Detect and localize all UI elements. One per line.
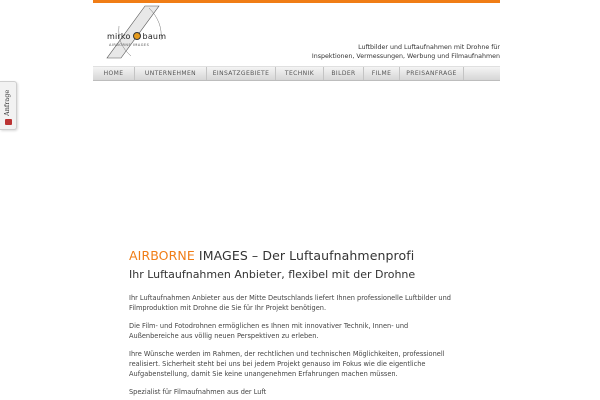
logo-name-first: mirko [107, 32, 131, 41]
intro-paragraph: Ihr Luftaufnahmen Anbieter aus der Mitte Deutschlands liefert Ihnen professionelle Luftbilder und Filmproduktion mit Drohne die Sie für Ihr Projekt benötigen. [129, 294, 451, 312]
nav-item-bilder[interactable]: BILDER [324, 67, 364, 80]
bee-icon [133, 32, 141, 40]
nav-item-unternehmen[interactable]: UNTERNEHMEN [135, 67, 207, 80]
mail-icon [5, 119, 12, 125]
nav-item-technik[interactable]: TECHNIK [276, 67, 324, 80]
tagline-line-1: Luftbilder und Luftaufnahmen mit Drohne für [358, 44, 500, 51]
main-navigation [93, 66, 500, 81]
nav-item-einsatzgebiete[interactable]: EINSATZGEBIETE [207, 67, 276, 80]
tagline-line-2: Inspektionen, Vermessungen, Werbung und Filmaufnahmen [311, 53, 500, 60]
page-subtitle: Ihr Luftaufnahmen Anbieter, flexibel mit der Drohne [129, 268, 416, 281]
logo-subtitle: AIRBORNE IMAGES [109, 43, 150, 47]
nav-item-filme[interactable]: FILME [364, 67, 400, 80]
page-title [129, 248, 459, 263]
safety-paragraph: Ihre Wünsche werden im Rahmen, der rechtlichen und technischen Möglichkeiten, professionell realisiert. Sicherheit steht bei uns bei jedem Projekt genauso im Fokus wie die eigentliche Aufgabenstellung, damit Sie keine unangenehmen Erfahrungen machen müssen. [129, 350, 445, 378]
nav-item-preisanfrage[interactable]: PREISANFRAGE [400, 67, 464, 80]
specialist-paragraph: Spezialist für Filmaufnahmen aus der Luft [129, 388, 267, 396]
page-title-rest: IMAGES – Der Luftaufnahmenprofi [194, 248, 415, 263]
page-title-accent: AIRBORNE [129, 248, 195, 263]
logo-name-last: baum [142, 32, 167, 41]
logo-name [107, 32, 166, 41]
main-content [129, 248, 459, 397]
nav-item-home[interactable]: HOME [93, 67, 135, 80]
site-logo[interactable] [101, 4, 175, 60]
inquiry-side-tab[interactable] [0, 81, 17, 130]
inquiry-side-tab-label: Anfrage [3, 89, 11, 116]
drone-paragraph: Die Film- und Fotodrohnen ermöglichen es Ihnen mit innovativer Technik, Innen- und Außenbereiche aus völlig neuen Perspektiven zu erleben. [129, 322, 409, 340]
page-container [93, 0, 500, 400]
site-tagline [260, 43, 500, 61]
top-accent-bar [93, 0, 500, 3]
